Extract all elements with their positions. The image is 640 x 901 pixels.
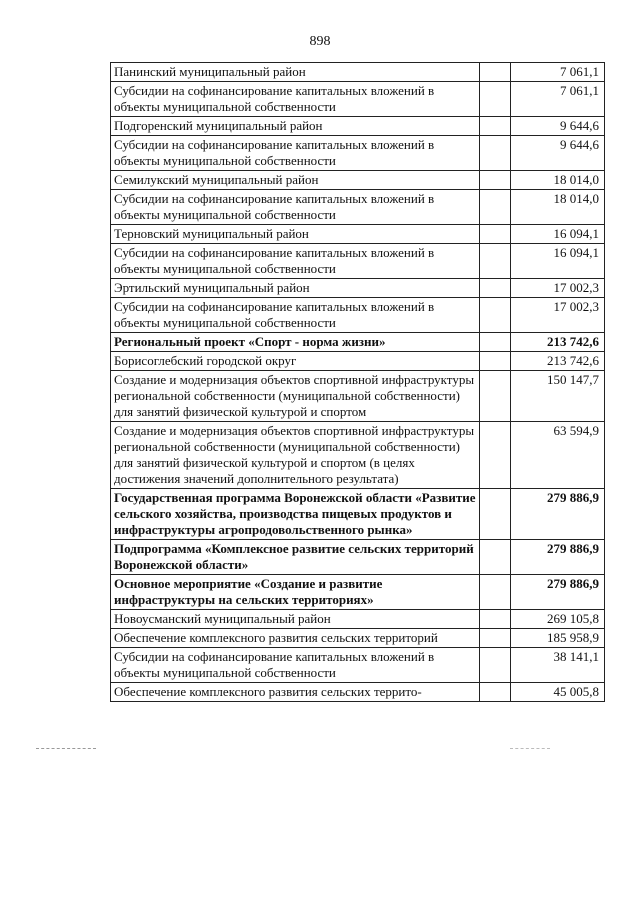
table-row: [111, 352, 605, 371]
row-amount-cell: 16 094,1: [511, 244, 605, 279]
table-row: [111, 683, 605, 702]
table-row: [111, 610, 605, 629]
row-amount-cell: 63 594,9: [511, 422, 605, 489]
table-row: [111, 117, 605, 136]
row-name-cell: Создание и модернизация объектов спортивной инфраструктуры региональной собственности (муниципальной собственности) для занятий физической культурой и спортом: [111, 371, 480, 422]
budget-table: [110, 62, 605, 702]
row-amount-cell: 279 886,9: [511, 575, 605, 610]
row-amount-cell: 38 141,1: [511, 648, 605, 683]
row-code-cell: [480, 82, 511, 117]
table-row: [111, 171, 605, 190]
row-amount-cell: 9 644,6: [511, 117, 605, 136]
row-amount-cell: 16 094,1: [511, 225, 605, 244]
row-amount-cell: 17 002,3: [511, 279, 605, 298]
page-number: 898: [309, 34, 331, 49]
row-name-cell: Обеспечение комплексного развития сельских террито-: [111, 683, 480, 702]
table-row: [111, 629, 605, 648]
row-name-cell: Субсидии на софинансирование капитальных вложений в объекты муниципальной собственности: [111, 648, 480, 683]
row-name-cell: Подпрограмма «Комплексное развитие сельских территорий Воронежской области»: [111, 540, 480, 575]
row-name-cell: Государственная программа Воронежской области «Развитие сельского хозяйства, производства пищевых продуктов и инфраструктуры агропродовольственного рынка»: [111, 489, 480, 540]
row-code-cell: [480, 352, 511, 371]
left-margin-mark: [36, 748, 96, 749]
row-code-cell: [480, 610, 511, 629]
row-name-cell: Субсидии на софинансирование капитальных вложений в объекты муниципальной собственности: [111, 190, 480, 225]
table-row: [111, 82, 605, 117]
row-code-cell: [480, 371, 511, 422]
row-code-cell: [480, 225, 511, 244]
row-amount-cell: 279 886,9: [511, 489, 605, 540]
table-row: [111, 63, 605, 82]
table-row: [111, 190, 605, 225]
table-row: [111, 225, 605, 244]
row-code-cell: [480, 244, 511, 279]
row-amount-cell: 45 005,8: [511, 683, 605, 702]
table-row: [111, 540, 605, 575]
row-name-cell: Панинский муниципальный район: [111, 63, 480, 82]
table-row: [111, 489, 605, 540]
row-code-cell: [480, 117, 511, 136]
row-name-cell: Субсидии на софинансирование капитальных вложений в объекты муниципальной собственности: [111, 136, 480, 171]
row-name-cell: Субсидии на софинансирование капитальных вложений в объекты муниципальной собственности: [111, 82, 480, 117]
row-code-cell: [480, 136, 511, 171]
row-amount-cell: 213 742,6: [511, 333, 605, 352]
table-row: [111, 244, 605, 279]
row-name-cell: Эртильский муниципальный район: [111, 279, 480, 298]
row-code-cell: [480, 279, 511, 298]
row-name-cell: Новоусманский муниципальный район: [111, 610, 480, 629]
row-amount-cell: 18 014,0: [511, 171, 605, 190]
row-name-cell: Терновский муниципальный район: [111, 225, 480, 244]
row-code-cell: [480, 171, 511, 190]
row-code-cell: [480, 540, 511, 575]
row-code-cell: [480, 298, 511, 333]
row-name-cell: Создание и модернизация объектов спортивной инфраструктуры региональной собственности (муниципальной собственности) для занятий физической культурой и спортом (в целях достижения значений дополнительного результата): [111, 422, 480, 489]
table-row: [111, 422, 605, 489]
row-code-cell: [480, 648, 511, 683]
row-code-cell: [480, 63, 511, 82]
row-code-cell: [480, 333, 511, 352]
row-name-cell: Борисоглебский городской округ: [111, 352, 480, 371]
row-amount-cell: 18 014,0: [511, 190, 605, 225]
row-code-cell: [480, 422, 511, 489]
row-code-cell: [480, 683, 511, 702]
row-amount-cell: 17 002,3: [511, 298, 605, 333]
row-amount-cell: 279 886,9: [511, 540, 605, 575]
row-amount-cell: 185 958,9: [511, 629, 605, 648]
row-code-cell: [480, 629, 511, 648]
row-amount-cell: 7 061,1: [511, 82, 605, 117]
table-row: [111, 575, 605, 610]
table-row: [111, 298, 605, 333]
row-name-cell: Региональный проект «Спорт - норма жизни»: [111, 333, 480, 352]
table-row: [111, 648, 605, 683]
right-margin-mark: [510, 748, 550, 749]
row-name-cell: Обеспечение комплексного развития сельских территорий: [111, 629, 480, 648]
table-row: [111, 371, 605, 422]
row-name-cell: Основное мероприятие «Создание и развитие инфраструктуры на сельских территориях»: [111, 575, 480, 610]
row-amount-cell: 269 105,8: [511, 610, 605, 629]
row-amount-cell: 9 644,6: [511, 136, 605, 171]
table-row: [111, 136, 605, 171]
row-amount-cell: 7 061,1: [511, 63, 605, 82]
row-code-cell: [480, 575, 511, 610]
table-row: [111, 279, 605, 298]
row-name-cell: Субсидии на софинансирование капитальных вложений в объекты муниципальной собственности: [111, 298, 480, 333]
row-amount-cell: 150 147,7: [511, 371, 605, 422]
row-name-cell: Субсидии на софинансирование капитальных вложений в объекты муниципальной собственности: [111, 244, 480, 279]
row-code-cell: [480, 489, 511, 540]
budget-table-body: [111, 63, 605, 702]
row-code-cell: [480, 190, 511, 225]
row-amount-cell: 213 742,6: [511, 352, 605, 371]
row-name-cell: Семилукский муниципальный район: [111, 171, 480, 190]
row-name-cell: Подгоренский муниципальный район: [111, 117, 480, 136]
table-row: [111, 333, 605, 352]
